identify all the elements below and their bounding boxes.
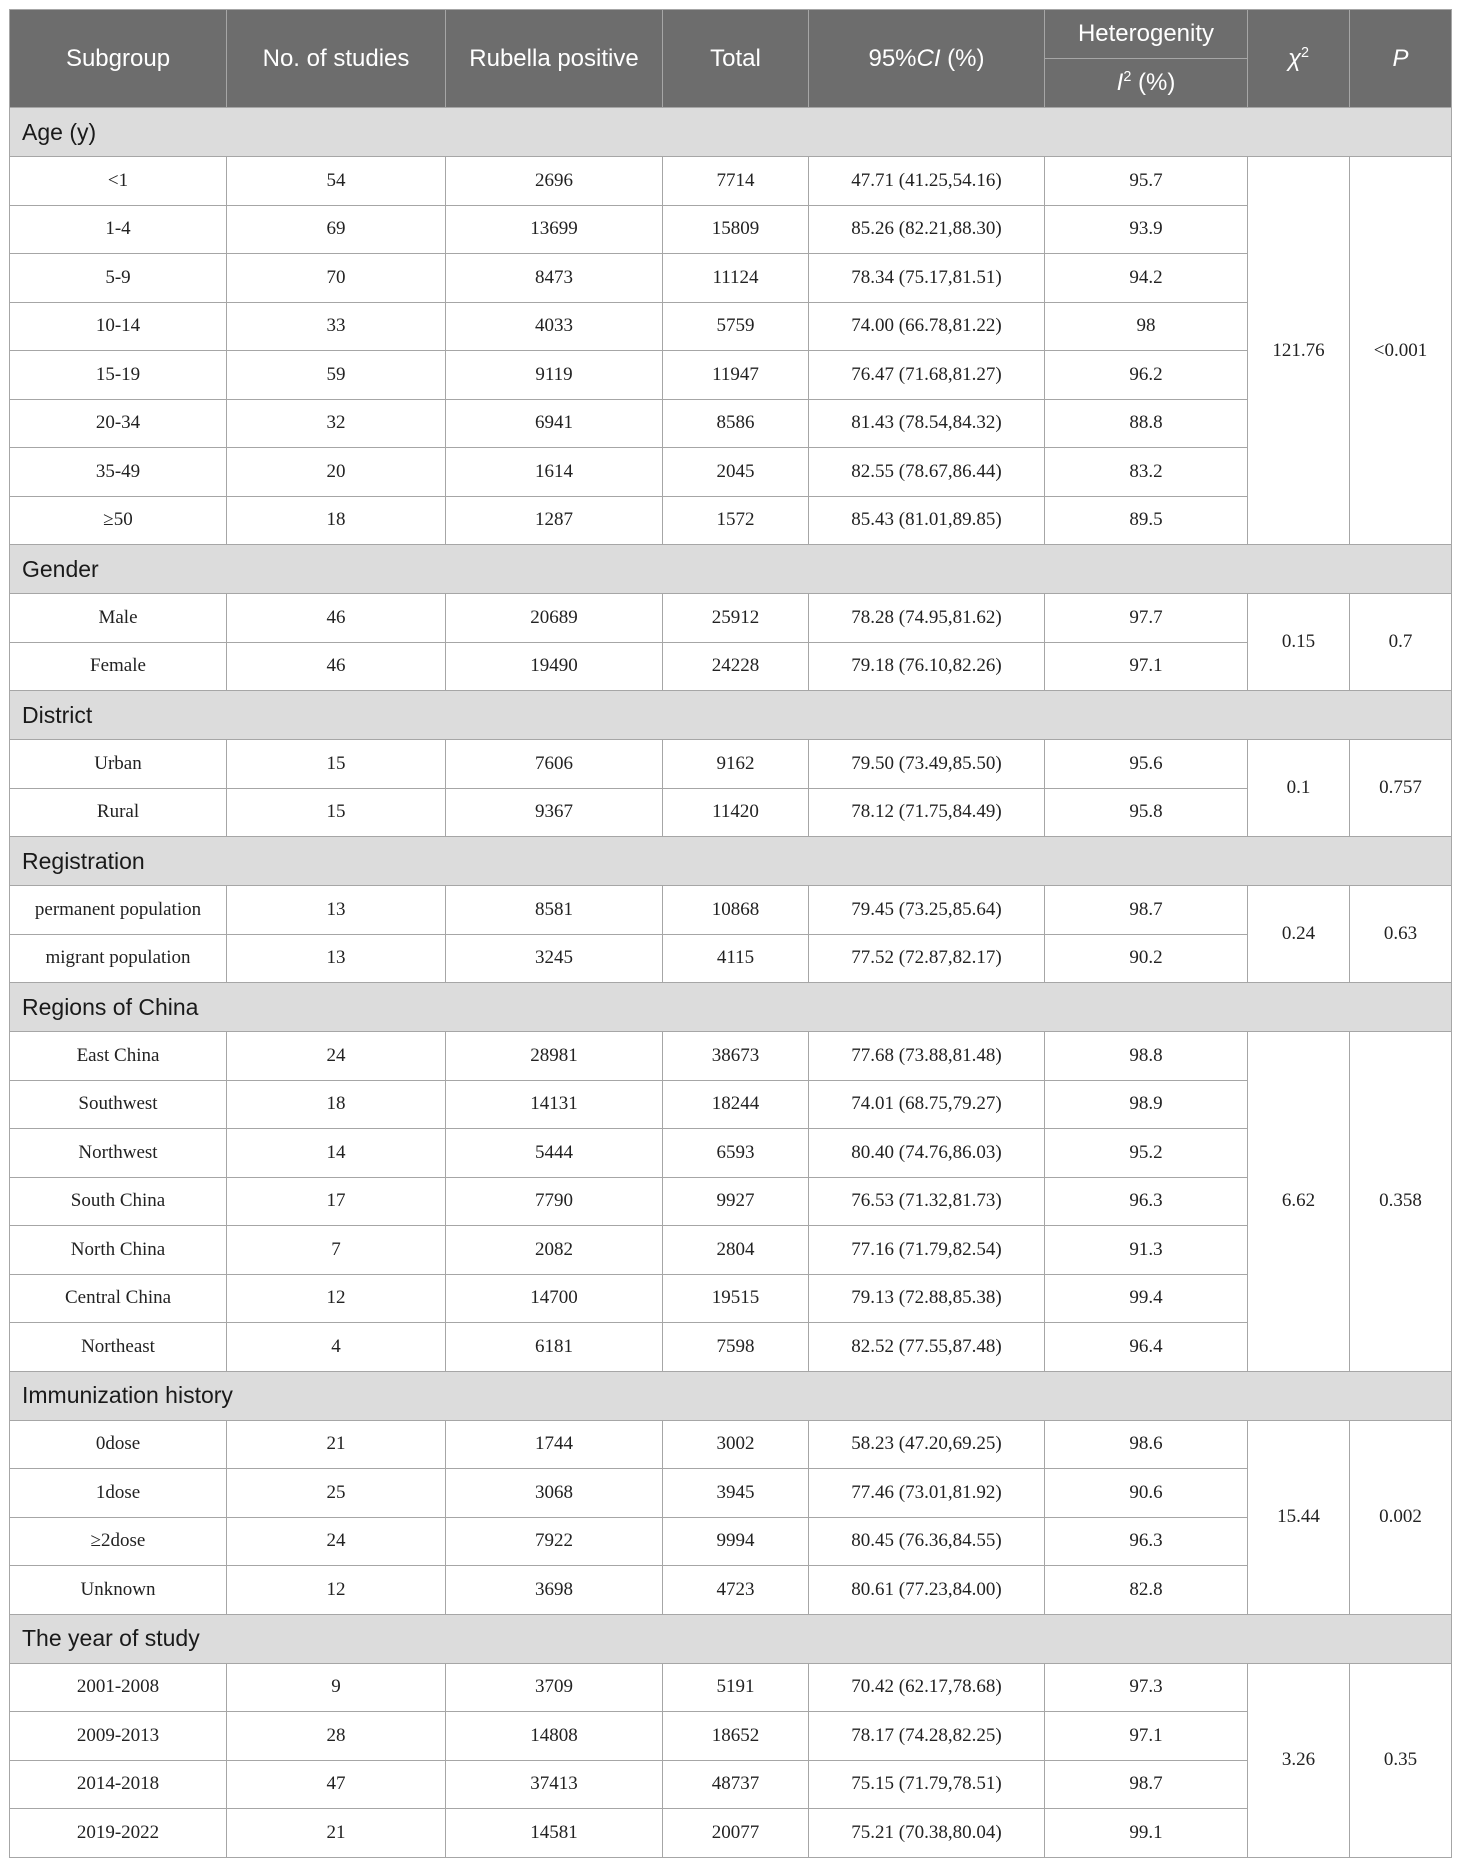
cell-ci: 76.53 (71.32,81.73) [809, 1177, 1045, 1226]
cell-positive: 7922 [446, 1517, 663, 1566]
cell-total: 11947 [663, 351, 809, 400]
cell-i2: 91.3 [1045, 1226, 1248, 1275]
table-row [10, 351, 1452, 400]
cell-studies: 12 [227, 1274, 446, 1323]
header-ci-italic: CI [916, 44, 941, 72]
table-row [10, 1129, 1452, 1178]
cell-total: 24228 [663, 642, 809, 691]
section-title: Age (y) [10, 108, 1452, 157]
cell-chi2: 0.24 [1248, 886, 1350, 983]
table-row [10, 1032, 1452, 1081]
table-body [10, 108, 1452, 1858]
cell-studies: 28 [227, 1712, 446, 1761]
cell-positive: 9367 [446, 788, 663, 837]
header-subgroup: Subgroup [10, 10, 227, 108]
cell-ci: 77.68 (73.88,81.48) [809, 1032, 1045, 1081]
header-positive: Rubella positive [446, 10, 663, 108]
cell-positive: 14700 [446, 1274, 663, 1323]
cell-subgroup: Rural [10, 788, 227, 837]
cell-studies: 70 [227, 254, 446, 303]
cell-total: 10868 [663, 886, 809, 935]
header-i2-sup: 2 [1123, 69, 1132, 85]
cell-i2: 90.6 [1045, 1469, 1248, 1518]
section-header-row [10, 691, 1452, 740]
cell-chi2: 0.15 [1248, 594, 1350, 691]
cell-total: 9927 [663, 1177, 809, 1226]
header-ci [809, 10, 1045, 108]
cell-positive: 9119 [446, 351, 663, 400]
cell-subgroup: Unknown [10, 1566, 227, 1615]
cell-subgroup: 20-34 [10, 399, 227, 448]
cell-studies: 15 [227, 740, 446, 789]
cell-ci: 74.01 (68.75,79.27) [809, 1080, 1045, 1129]
cell-studies: 46 [227, 642, 446, 691]
cell-studies: 46 [227, 594, 446, 643]
cell-positive: 6941 [446, 399, 663, 448]
cell-studies: 47 [227, 1760, 446, 1809]
cell-subgroup: <1 [10, 157, 227, 206]
cell-positive: 6181 [446, 1323, 663, 1372]
cell-total: 2804 [663, 1226, 809, 1275]
section-title: Gender [10, 545, 1452, 594]
section-header-row [10, 1614, 1452, 1663]
cell-ci: 79.45 (73.25,85.64) [809, 886, 1045, 935]
cell-i2: 98.7 [1045, 886, 1248, 935]
cell-ci: 77.46 (73.01,81.92) [809, 1469, 1045, 1518]
header-studies: No. of studies [227, 10, 446, 108]
cell-positive: 7790 [446, 1177, 663, 1226]
cell-ci: 47.71 (41.25,54.16) [809, 157, 1045, 206]
cell-ci: 79.50 (73.49,85.50) [809, 740, 1045, 789]
table-row [10, 1663, 1452, 1712]
table-row [10, 1420, 1452, 1469]
cell-positive: 8581 [446, 886, 663, 935]
cell-i2: 98.6 [1045, 1420, 1248, 1469]
cell-chi2: 0.1 [1248, 740, 1350, 837]
cell-total: 4115 [663, 934, 809, 983]
cell-p: 0.757 [1350, 740, 1452, 837]
cell-total: 9994 [663, 1517, 809, 1566]
cell-studies: 18 [227, 496, 446, 545]
cell-studies: 20 [227, 448, 446, 497]
header-p-letter: P [1392, 44, 1409, 72]
cell-positive: 2082 [446, 1226, 663, 1275]
cell-subgroup: permanent population [10, 886, 227, 935]
cell-subgroup: 2014-2018 [10, 1760, 227, 1809]
section-header-row [10, 837, 1452, 886]
cell-studies: 32 [227, 399, 446, 448]
cell-studies: 54 [227, 157, 446, 206]
table-header [10, 10, 1452, 108]
cell-ci: 79.13 (72.88,85.38) [809, 1274, 1045, 1323]
cell-ci: 80.61 (77.23,84.00) [809, 1566, 1045, 1615]
cell-p: 0.7 [1350, 594, 1452, 691]
cell-positive: 5444 [446, 1129, 663, 1178]
cell-total: 6593 [663, 1129, 809, 1178]
cell-subgroup: 5-9 [10, 254, 227, 303]
cell-subgroup: Male [10, 594, 227, 643]
cell-studies: 7 [227, 1226, 446, 1275]
cell-i2: 93.9 [1045, 205, 1248, 254]
section-header-row [10, 545, 1452, 594]
table-row [10, 1226, 1452, 1275]
cell-subgroup: 15-19 [10, 351, 227, 400]
cell-subgroup: 1-4 [10, 205, 227, 254]
cell-positive: 20689 [446, 594, 663, 643]
cell-studies: 9 [227, 1663, 446, 1712]
cell-subgroup: North China [10, 1226, 227, 1275]
cell-subgroup: South China [10, 1177, 227, 1226]
cell-total: 7598 [663, 1323, 809, 1372]
cell-ci: 82.52 (77.55,87.48) [809, 1323, 1045, 1372]
cell-total: 38673 [663, 1032, 809, 1081]
table-row [10, 1760, 1452, 1809]
table-row [10, 1712, 1452, 1761]
table-row [10, 788, 1452, 837]
table-row [10, 594, 1452, 643]
subgroup-analysis-table [9, 9, 1452, 1858]
cell-positive: 8473 [446, 254, 663, 303]
cell-total: 2045 [663, 448, 809, 497]
cell-studies: 59 [227, 351, 446, 400]
cell-total: 48737 [663, 1760, 809, 1809]
cell-ci: 74.00 (66.78,81.22) [809, 302, 1045, 351]
cell-i2: 96.4 [1045, 1323, 1248, 1372]
table-row [10, 302, 1452, 351]
cell-positive: 3245 [446, 934, 663, 983]
cell-total: 15809 [663, 205, 809, 254]
cell-i2: 97.1 [1045, 1712, 1248, 1761]
cell-ci: 58.23 (47.20,69.25) [809, 1420, 1045, 1469]
cell-total: 3002 [663, 1420, 809, 1469]
cell-i2: 82.8 [1045, 1566, 1248, 1615]
cell-subgroup: Southwest [10, 1080, 227, 1129]
cell-subgroup: Urban [10, 740, 227, 789]
cell-total: 8586 [663, 399, 809, 448]
table-row [10, 254, 1452, 303]
cell-positive: 1744 [446, 1420, 663, 1469]
cell-ci: 78.17 (74.28,82.25) [809, 1712, 1045, 1761]
cell-positive: 1614 [446, 448, 663, 497]
cell-ci: 78.12 (71.75,84.49) [809, 788, 1045, 837]
cell-studies: 24 [227, 1032, 446, 1081]
cell-studies: 13 [227, 934, 446, 983]
cell-total: 19515 [663, 1274, 809, 1323]
table-row [10, 448, 1452, 497]
cell-i2: 89.5 [1045, 496, 1248, 545]
table-row [10, 1177, 1452, 1226]
header-i2 [1045, 59, 1248, 108]
cell-total: 18652 [663, 1712, 809, 1761]
cell-subgroup: ≥50 [10, 496, 227, 545]
cell-i2: 97.1 [1045, 642, 1248, 691]
cell-i2: 95.7 [1045, 157, 1248, 206]
table-row [10, 1809, 1452, 1858]
cell-total: 18244 [663, 1080, 809, 1129]
section-header-row [10, 1371, 1452, 1420]
cell-positive: 14131 [446, 1080, 663, 1129]
cell-studies: 21 [227, 1420, 446, 1469]
table-row [10, 1517, 1452, 1566]
table-row [10, 1274, 1452, 1323]
section-title: The year of study [10, 1614, 1452, 1663]
table-row [10, 496, 1452, 545]
cell-subgroup: 1dose [10, 1469, 227, 1518]
cell-positive: 14581 [446, 1809, 663, 1858]
cell-studies: 25 [227, 1469, 446, 1518]
cell-subgroup: 2019-2022 [10, 1809, 227, 1858]
table-row [10, 934, 1452, 983]
cell-studies: 12 [227, 1566, 446, 1615]
cell-studies: 33 [227, 302, 446, 351]
cell-i2: 98.9 [1045, 1080, 1248, 1129]
table-row [10, 1323, 1452, 1372]
table-row [10, 205, 1452, 254]
section-header-row [10, 983, 1452, 1032]
cell-studies: 24 [227, 1517, 446, 1566]
cell-p: 0.63 [1350, 886, 1452, 983]
section-title: Regions of China [10, 983, 1452, 1032]
cell-i2: 98.8 [1045, 1032, 1248, 1081]
cell-i2: 95.8 [1045, 788, 1248, 837]
cell-p: 0.002 [1350, 1420, 1452, 1614]
cell-ci: 85.26 (82.21,88.30) [809, 205, 1045, 254]
header-total: Total [663, 10, 809, 108]
cell-ci: 76.47 (71.68,81.27) [809, 351, 1045, 400]
cell-ci: 78.34 (75.17,81.51) [809, 254, 1045, 303]
cell-ci: 75.15 (71.79,78.51) [809, 1760, 1045, 1809]
cell-subgroup: 0dose [10, 1420, 227, 1469]
table-row [10, 886, 1452, 935]
cell-p: <0.001 [1350, 157, 1452, 545]
cell-chi2: 6.62 [1248, 1032, 1350, 1372]
cell-studies: 15 [227, 788, 446, 837]
cell-total: 9162 [663, 740, 809, 789]
cell-p: 0.35 [1350, 1663, 1452, 1857]
cell-i2: 98 [1045, 302, 1248, 351]
header-chi-letter: χ [1287, 44, 1302, 72]
header-ci-prefix: 95% [868, 44, 917, 72]
table-row [10, 157, 1452, 206]
cell-chi2: 121.76 [1248, 157, 1350, 545]
cell-total: 5759 [663, 302, 809, 351]
cell-i2: 88.8 [1045, 399, 1248, 448]
cell-subgroup: Female [10, 642, 227, 691]
cell-total: 11124 [663, 254, 809, 303]
cell-subgroup: Northeast [10, 1323, 227, 1372]
cell-subgroup: ≥2dose [10, 1517, 227, 1566]
header-i2-letter: I [1116, 69, 1124, 96]
cell-subgroup: 10-14 [10, 302, 227, 351]
cell-positive: 1287 [446, 496, 663, 545]
header-chi2 [1248, 10, 1350, 108]
cell-total: 20077 [663, 1809, 809, 1858]
cell-subgroup: Northwest [10, 1129, 227, 1178]
cell-total: 5191 [663, 1663, 809, 1712]
table-row [10, 399, 1452, 448]
table-row [10, 1080, 1452, 1129]
header-ci-suffix: (%) [940, 44, 985, 72]
cell-subgroup: 35-49 [10, 448, 227, 497]
cell-ci: 80.45 (76.36,84.55) [809, 1517, 1045, 1566]
cell-i2: 99.1 [1045, 1809, 1248, 1858]
cell-total: 3945 [663, 1469, 809, 1518]
cell-positive: 19490 [446, 642, 663, 691]
cell-ci: 82.55 (78.67,86.44) [809, 448, 1045, 497]
cell-studies: 17 [227, 1177, 446, 1226]
cell-ci: 81.43 (78.54,84.32) [809, 399, 1045, 448]
cell-studies: 69 [227, 205, 446, 254]
table-row [10, 1566, 1452, 1615]
cell-studies: 14 [227, 1129, 446, 1178]
cell-studies: 13 [227, 886, 446, 935]
cell-subgroup: migrant population [10, 934, 227, 983]
cell-positive: 37413 [446, 1760, 663, 1809]
cell-p: 0.358 [1350, 1032, 1452, 1372]
section-title: Immunization history [10, 1371, 1452, 1420]
cell-positive: 4033 [446, 302, 663, 351]
cell-chi2: 3.26 [1248, 1663, 1350, 1857]
cell-positive: 28981 [446, 1032, 663, 1081]
cell-positive: 2696 [446, 157, 663, 206]
cell-ci: 75.21 (70.38,80.04) [809, 1809, 1045, 1858]
cell-i2: 95.6 [1045, 740, 1248, 789]
cell-ci: 77.52 (72.87,82.17) [809, 934, 1045, 983]
cell-i2: 95.2 [1045, 1129, 1248, 1178]
cell-i2: 97.3 [1045, 1663, 1248, 1712]
table-row [10, 642, 1452, 691]
cell-i2: 96.3 [1045, 1177, 1248, 1226]
cell-ci: 80.40 (74.76,86.03) [809, 1129, 1045, 1178]
cell-positive: 7606 [446, 740, 663, 789]
cell-chi2: 15.44 [1248, 1420, 1350, 1614]
cell-positive: 13699 [446, 205, 663, 254]
cell-i2: 94.2 [1045, 254, 1248, 303]
cell-total: 25912 [663, 594, 809, 643]
header-p [1350, 10, 1452, 108]
header-i2-suffix: (%) [1131, 69, 1176, 96]
cell-positive: 3698 [446, 1566, 663, 1615]
cell-total: 7714 [663, 157, 809, 206]
cell-i2: 96.3 [1045, 1517, 1248, 1566]
cell-ci: 79.18 (76.10,82.26) [809, 642, 1045, 691]
cell-ci: 70.42 (62.17,78.68) [809, 1663, 1045, 1712]
cell-subgroup: East China [10, 1032, 227, 1081]
cell-i2: 99.4 [1045, 1274, 1248, 1323]
cell-i2: 90.2 [1045, 934, 1248, 983]
cell-ci: 77.16 (71.79,82.54) [809, 1226, 1045, 1275]
table-row [10, 1469, 1452, 1518]
cell-i2: 96.2 [1045, 351, 1248, 400]
table-container [9, 9, 1451, 1858]
section-title: District [10, 691, 1452, 740]
cell-total: 11420 [663, 788, 809, 837]
cell-total: 4723 [663, 1566, 809, 1615]
cell-studies: 18 [227, 1080, 446, 1129]
cell-subgroup: Central China [10, 1274, 227, 1323]
cell-total: 1572 [663, 496, 809, 545]
cell-i2: 97.7 [1045, 594, 1248, 643]
header-chi-sup: 2 [1301, 44, 1310, 61]
cell-positive: 3068 [446, 1469, 663, 1518]
cell-i2: 98.7 [1045, 1760, 1248, 1809]
cell-studies: 4 [227, 1323, 446, 1372]
cell-ci: 78.28 (74.95,81.62) [809, 594, 1045, 643]
section-title: Registration [10, 837, 1452, 886]
cell-subgroup: 2009-2013 [10, 1712, 227, 1761]
cell-studies: 21 [227, 1809, 446, 1858]
section-header-row [10, 108, 1452, 157]
cell-positive: 3709 [446, 1663, 663, 1712]
cell-ci: 85.43 (81.01,89.85) [809, 496, 1045, 545]
cell-i2: 83.2 [1045, 448, 1248, 497]
cell-subgroup: 2001-2008 [10, 1663, 227, 1712]
header-heterogeneity: Heterogenity [1045, 10, 1248, 59]
cell-positive: 14808 [446, 1712, 663, 1761]
table-row [10, 740, 1452, 789]
